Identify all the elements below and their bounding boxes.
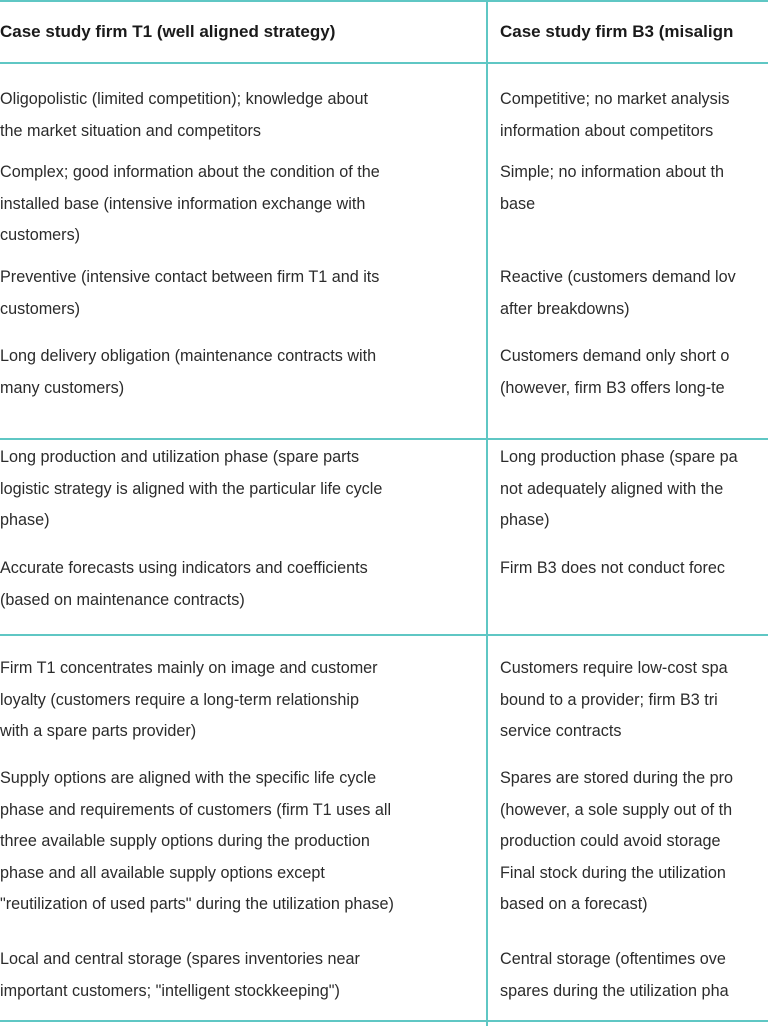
cell-t1-market: Oligopolistic (limited competition); knowledge about the market situation and competitors bbox=[0, 90, 368, 140]
cell-b3-installed-base: Simple; no information about th base bbox=[500, 163, 725, 213]
section-divider bbox=[0, 438, 768, 440]
header-firm-t1: Case study firm T1 (well aligned strategy) bbox=[0, 22, 336, 41]
cell-b3-maintenance: Reactive (customers demand lov after breakdowns) bbox=[500, 268, 736, 318]
header-firm-b3: Case study firm B3 (misalign bbox=[500, 22, 734, 41]
cell-b3-forecasts: Firm B3 does not conduct forec bbox=[500, 559, 725, 577]
cell-t1-storage: Local and central storage (spares inventories near important customers; "intelligent stockkeeping") bbox=[0, 950, 360, 1000]
cell-t1-forecasts: Accurate forecasts using indicators and coefficients (based on maintenance contracts) bbox=[0, 559, 368, 609]
cell-b3-delivery: Customers demand only short o (however, firm B3 offers long-te bbox=[500, 347, 730, 397]
table-header bbox=[0, 2, 768, 64]
cell-b3-storage: Central storage (oftentimes ove spares during the utilization pha bbox=[500, 950, 729, 1000]
section-divider bbox=[0, 634, 768, 636]
cell-t1-supply: Supply options are aligned with the specific life cycle phase and requirements of customers (firm T1 uses all three available supply options during the production phase and all available supply options except "reutilization of used parts" during the utilization phase) bbox=[0, 769, 394, 913]
cell-b3-life-cycle: Long production phase (spare pa not adequately aligned with the phase) bbox=[500, 448, 738, 529]
cell-b3-customer: Customers require low-cost spa bound to a provider; firm B3 tri service contracts bbox=[500, 659, 728, 740]
cell-t1-delivery: Long delivery obligation (maintenance contracts with many customers) bbox=[0, 347, 377, 397]
cell-t1-customer: Firm T1 concentrates mainly on image and customer loyalty (customers require a long-term relationship with a spare parts provider) bbox=[0, 659, 378, 740]
cell-t1-life-cycle: Long production and utilization phase (spare parts logistic strategy is aligned with the particular life cycle phase) bbox=[0, 448, 383, 529]
table-bottom-border bbox=[0, 1020, 768, 1022]
cell-b3-supply: Spares are stored during the pro (however, a sole supply out of th production could avoid storage Final stock during the utilization based on a forecast) bbox=[500, 769, 734, 913]
cell-b3-market: Competitive; no market analysis information about competitors bbox=[500, 90, 730, 140]
column-divider bbox=[486, 2, 488, 1026]
cell-t1-maintenance: Preventive (intensive contact between firm T1 and its customers) bbox=[0, 268, 380, 318]
cell-t1-installed-base: Complex; good information about the condition of the installed base (intensive information exchange with customers) bbox=[0, 163, 380, 244]
